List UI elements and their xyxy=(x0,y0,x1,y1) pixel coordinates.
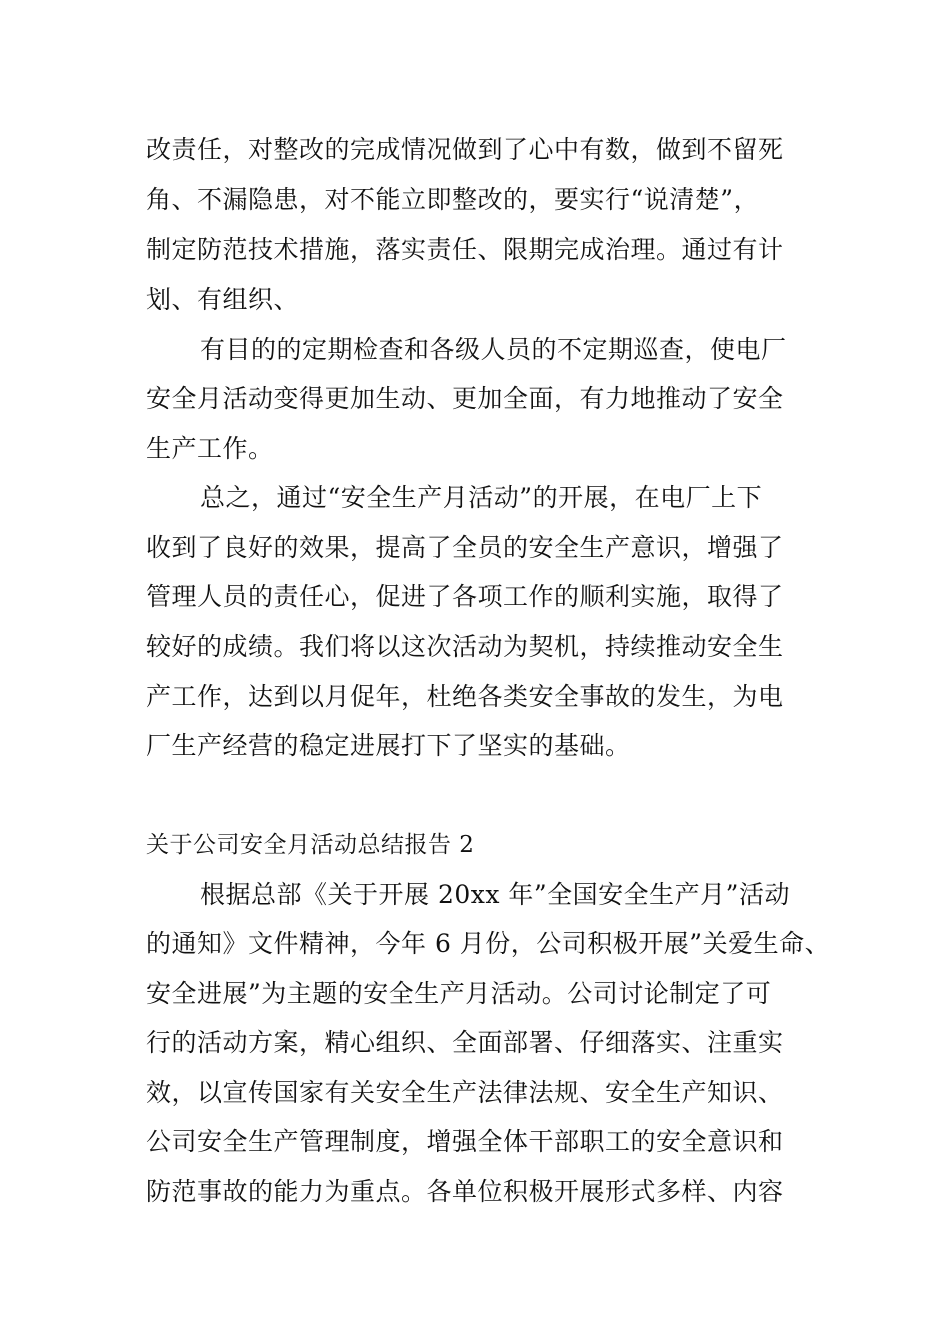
paragraph4-line-3: 安全进展”为主题的安全生产月活动。公司讨论制定了可 xyxy=(146,979,772,1008)
paragraph1-line-3: 制定防范技术措施，落实责任、限期完成治理。通过有计 xyxy=(146,235,784,264)
paragraph3-line-2: 收到了良好的效果，提高了全员的安全生产意识，增强了 xyxy=(146,533,784,562)
paragraph2-line-2: 安全月活动变得更加生动、更加全面，有力地推动了安全 xyxy=(146,384,784,413)
paragraph2-line-3: 生产工作。 xyxy=(146,434,274,463)
section-title: 关于公司安全月活动总结报告 2 xyxy=(146,832,475,858)
paragraph3-line-1: 总之，通过“安全生产月活动”的开展，在电厂上下 xyxy=(200,483,763,512)
paragraph4-line-5: 效，以宣传国家有关安全生产法律法规、安全生产知识、 xyxy=(146,1078,784,1107)
paragraph3-line-4: 较好的成绩。我们将以这次活动为契机，持续推动安全生 xyxy=(146,632,784,661)
paragraph1-line-2: 角、不漏隐患，对不能立即整改的，要实行“说清楚”， xyxy=(146,185,760,214)
paragraph1-line-1: 改责任，对整改的完成情况做到了心中有数，做到不留死 xyxy=(146,135,784,164)
paragraph4-line-2: 的通知》文件精神，今年 6 月份，公司积极开展”关爱生命、 xyxy=(146,929,831,958)
paragraph4-line-6: 公司安全生产管理制度，增强全体干部职工的安全意识和 xyxy=(146,1127,784,1156)
paragraph1-line-4: 划、有组织、 xyxy=(146,285,300,314)
paragraph3-line-3: 管理人员的责任心，促进了各项工作的顺利实施，取得了 xyxy=(146,582,784,611)
paragraph4-line-4: 行的活动方案，精心组织、全面部署、仔细落实、注重实 xyxy=(146,1028,784,1057)
paragraph3-line-5: 产工作，达到以月促年，杜绝各类安全事故的发生，为电 xyxy=(146,682,784,711)
paragraph2-line-1: 有目的的定期检查和各级人员的不定期巡查，使电厂 xyxy=(200,335,787,364)
paragraph4-line-7: 防范事故的能力为重点。各单位积极开展形式多样、内容 xyxy=(146,1177,784,1206)
paragraph4-line-1: 根据总部《关于开展 20xx 年”全国安全生产月”活动 xyxy=(200,880,790,909)
paragraph3-line-6: 厂生产经营的稳定进展打下了坚实的基础。 xyxy=(146,731,631,760)
